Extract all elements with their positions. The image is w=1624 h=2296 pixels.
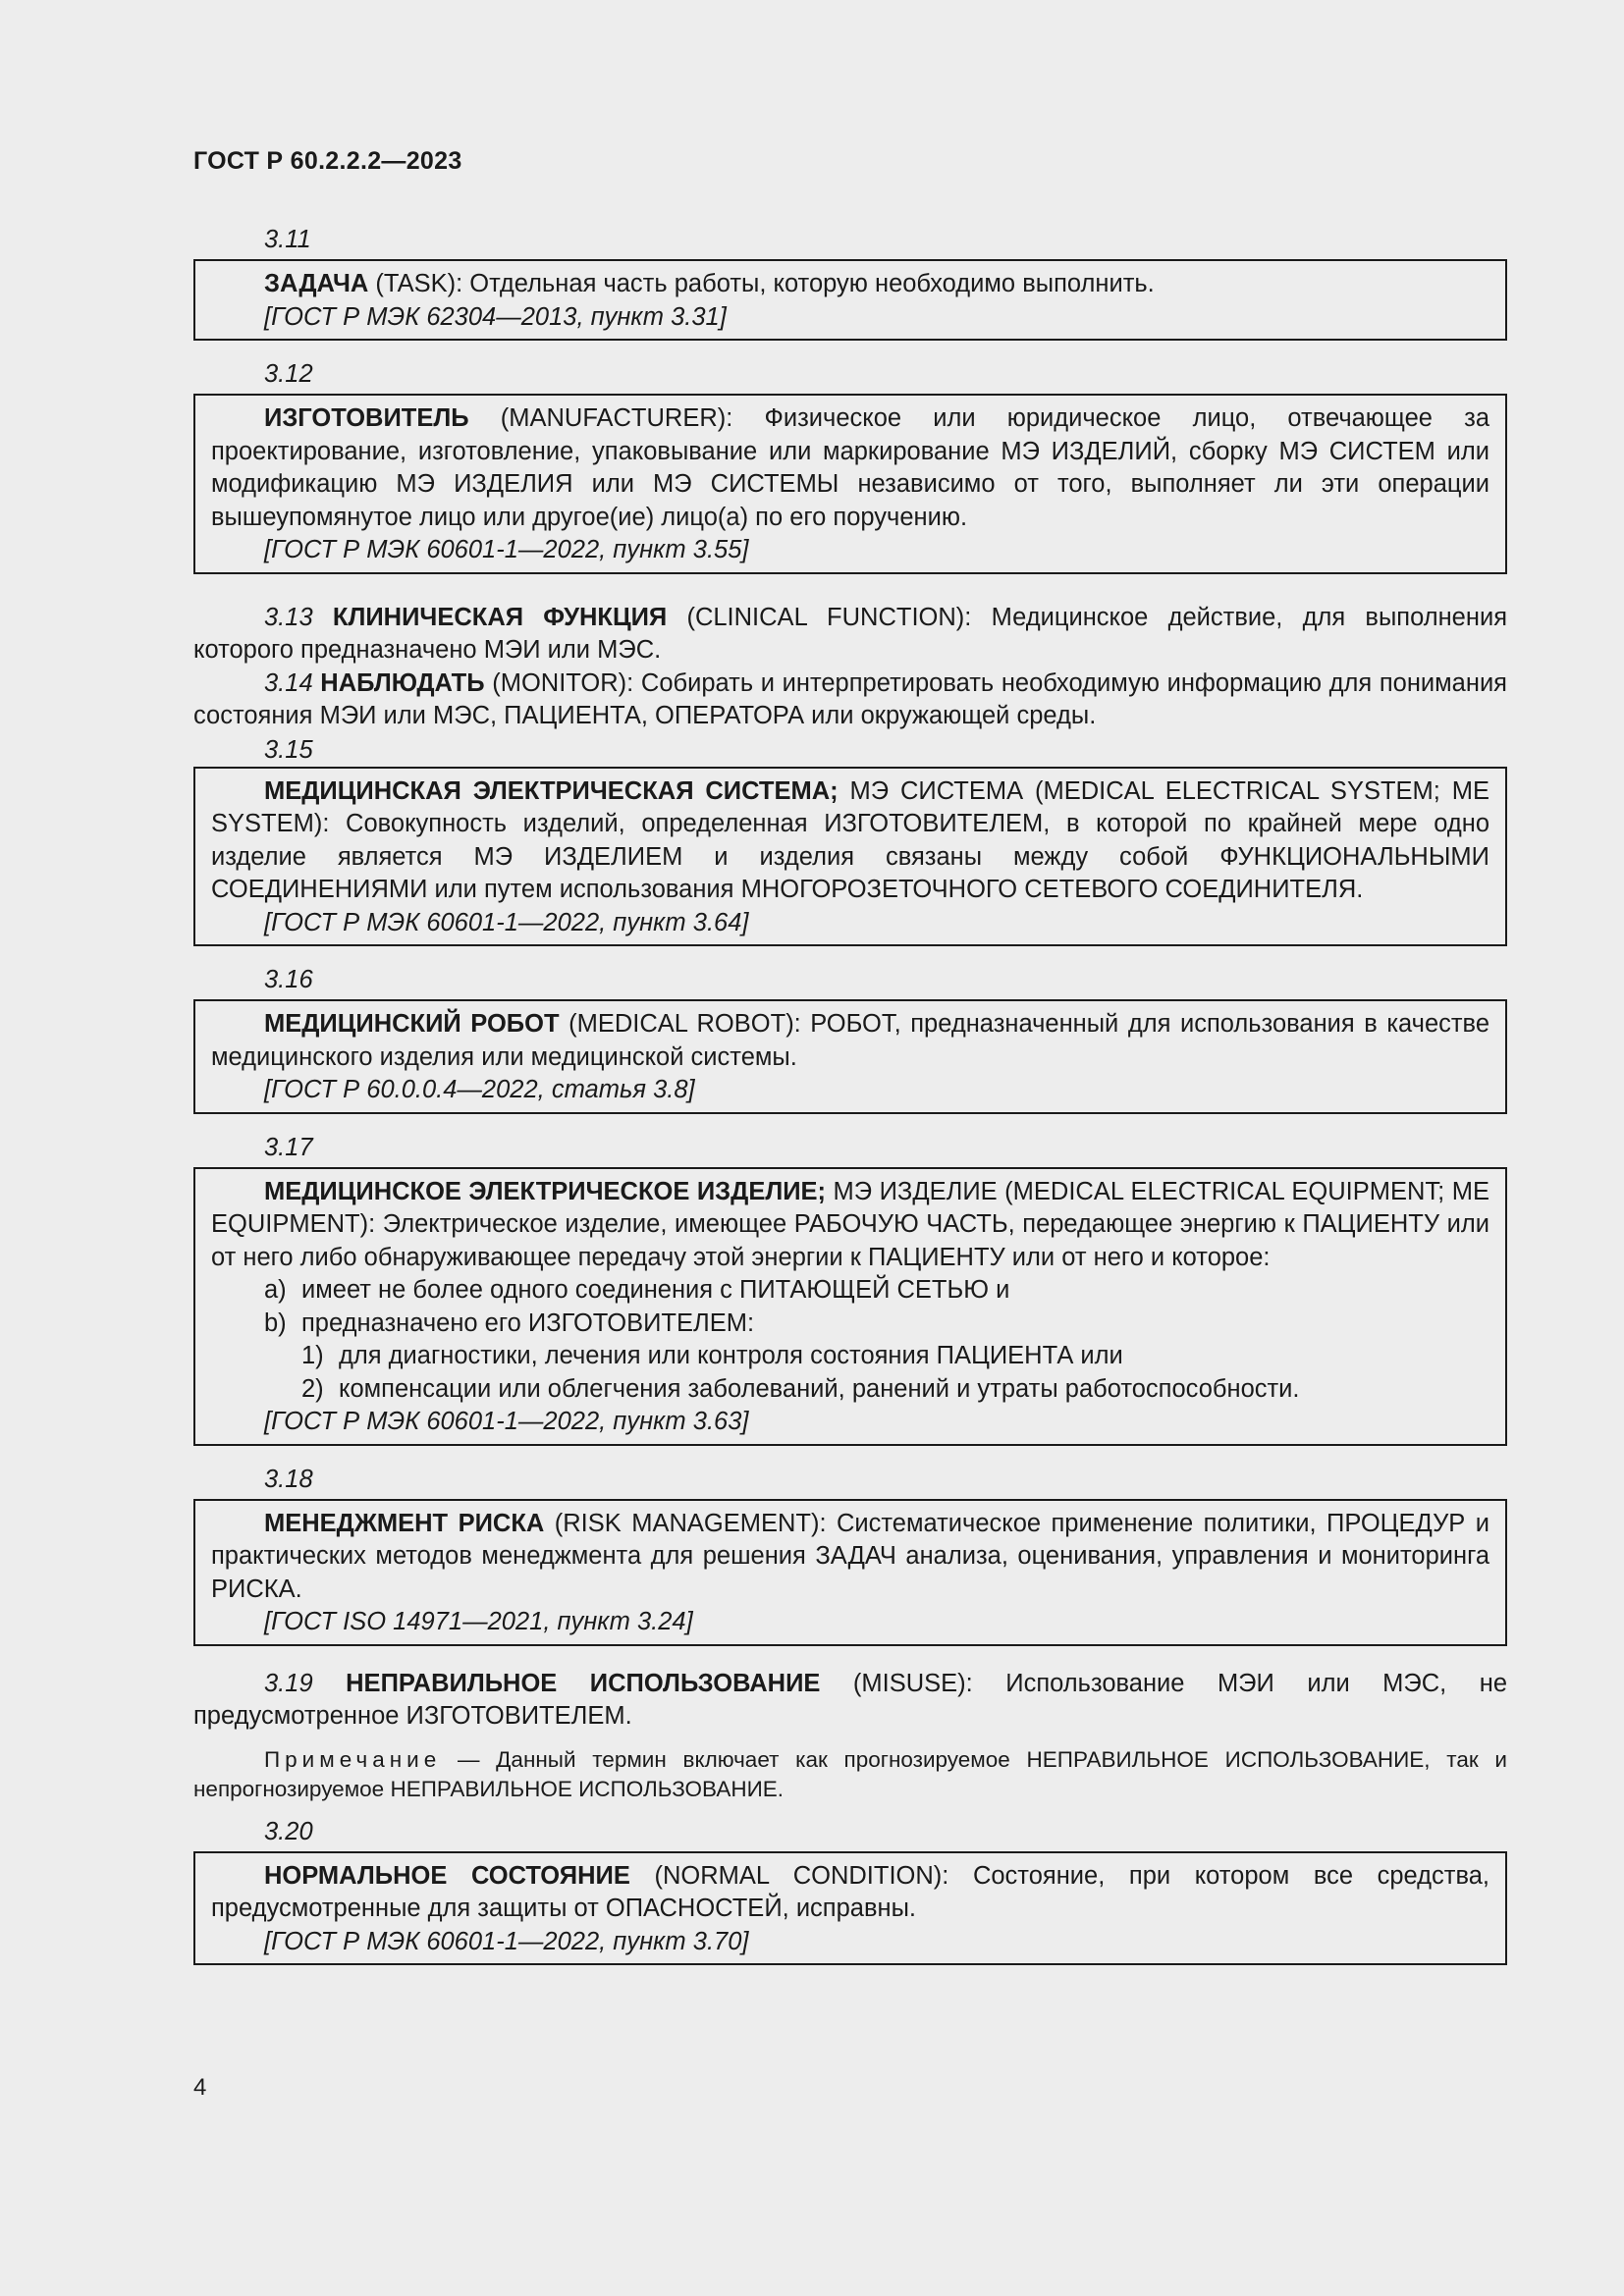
term: МЕДИЦИНСКОЕ ЭЛЕКТРИЧЕСКОЕ ИЗДЕЛИЕ; xyxy=(264,1177,827,1205)
spacer xyxy=(193,588,1507,602)
definition-text xyxy=(211,1176,1489,1275)
term: ЗАДАЧА xyxy=(264,270,369,297)
definition-body: (NORMAL CONDITION): Состояние, при котором все средства, предусмотренные для защиты от ОПАСНОСТЕЙ, исправны. xyxy=(211,1861,1490,1922)
clause-number-3-20: 3.20 xyxy=(264,1817,313,1845)
list-marker: a) xyxy=(264,1276,287,1304)
definition-box-3-17 xyxy=(193,1167,1507,1446)
term: МЕДИЦИНСКИЙ РОБОТ xyxy=(264,1010,560,1038)
term: НОРМАЛЬНОЕ СОСТОЯНИЕ xyxy=(264,1861,630,1890)
list-item-text: имеет не более одного соединения с ПИТАЮЩЕЙ СЕТЬЮ и xyxy=(301,1276,1010,1304)
clause-number-3-17: 3.17 xyxy=(264,1133,313,1161)
term: МЕНЕДЖМЕНТ РИСКА xyxy=(264,1509,545,1537)
clause-number-3-14: 3.14 xyxy=(264,668,313,697)
definition-text xyxy=(211,1508,1489,1607)
clause-number-3-18: 3.18 xyxy=(264,1465,313,1493)
clause-number-3-19: 3.19 xyxy=(264,1669,313,1697)
definition-body: МЭ ИЗДЕЛИЕ (MEDICAL ELECTRICAL EQUIPMENT; ME EQUIPMENT): Электрическое изделие, имеющее РАБОЧУЮ ЧАСТЬ, передающее энергию к ПАЦИЕНТУ или от него либо обнаруживающее передачу этой энергии к ПАЦИЕНТУ или от него и которое: xyxy=(211,1177,1489,1271)
definition-box-3-16 xyxy=(193,999,1507,1114)
definition-body: (MEDICAL ROBOT): РОБОТ, предназначенный для использования в качестве медицинского изделия или медицинской системы. xyxy=(211,1010,1489,1071)
definition-body: (RISK MANAGEMENT): Систематическое применение политики, ПРОЦЕДУР и практических методов менеджмента для решения ЗАДАЧ анализа, оценивания, управления и мониторинга РИСКА. xyxy=(211,1509,1489,1603)
list-item-text: для диагностики, лечения или контроля состояния ПАЦИЕНТА или xyxy=(339,1342,1123,1369)
definition-box-3-11 xyxy=(193,259,1507,341)
sub-list-item xyxy=(211,1373,1489,1407)
definition-text xyxy=(211,268,1489,301)
definition-body: (MISUSE): Использование МЭИ или МЭС, не предусмотренное ИЗГОТОВИТЕЛЕМ. xyxy=(193,1669,1508,1730)
definition-box-3-20 xyxy=(193,1851,1507,1966)
list-marker: 1) xyxy=(301,1342,324,1369)
source-reference: [ГОСТ Р 60.0.0.4—2022, статья 3.8] xyxy=(264,1076,695,1103)
definitions-content xyxy=(193,220,1507,1979)
definition-box-3-12 xyxy=(193,394,1507,574)
definition-text xyxy=(211,775,1489,907)
term: ИЗГОТОВИТЕЛЬ xyxy=(264,404,469,432)
clause-number-3-13: 3.13 xyxy=(264,603,313,631)
term: МЕДИЦИНСКАЯ ЭЛЕКТРИЧЕСКАЯ СИСТЕМА; xyxy=(264,776,839,805)
list-item xyxy=(211,1308,1489,1341)
note-text: — Данный термин включает как прогнозируемое НЕПРАВИЛЬНОЕ ИСПОЛЬЗОВАНИЕ, так и непрогнозируемое НЕПРАВИЛЬНОЕ ИСПОЛЬЗОВАНИЕ. xyxy=(193,1746,1507,1801)
source-reference: [ГОСТ Р МЭК 60601-1—2022, пункт 3.63] xyxy=(264,1408,749,1435)
definition-text xyxy=(211,1008,1489,1074)
list-marker: b) xyxy=(264,1308,287,1337)
term: НЕПРАВИЛЬНОЕ ИСПОЛЬЗОВАНИЕ xyxy=(346,1669,821,1697)
definition-box-3-15 xyxy=(193,767,1507,947)
definition-paragraph-3-19 xyxy=(193,1668,1507,1734)
definition-text xyxy=(211,1860,1489,1926)
clause-number-3-11: 3.11 xyxy=(264,226,311,253)
clause-number-3-15: 3.15 xyxy=(264,735,313,764)
clause-number-3-16: 3.16 xyxy=(264,966,313,993)
list-marker: 2) xyxy=(301,1374,324,1403)
note-paragraph xyxy=(193,1745,1507,1804)
definition-box-3-18 xyxy=(193,1499,1507,1646)
source-reference: [ГОСТ Р МЭК 60601-1—2022, пункт 3.70] xyxy=(264,1927,749,1955)
list-item xyxy=(211,1274,1489,1308)
list-item-text: компенсации или облегчения заболеваний, ранений и утраты работоспособности. xyxy=(339,1374,1300,1403)
source-reference: [ГОСТ Р МЭК 60601-1—2022, пункт 3.64] xyxy=(264,908,749,936)
definition-paragraph-3-14 xyxy=(193,667,1507,733)
list-item-text: предназначено его ИЗГОТОВИТЕЛЕМ: xyxy=(301,1308,755,1337)
note-label: Примечание xyxy=(264,1746,442,1772)
page-number: 4 xyxy=(193,2074,207,2101)
document-header: ГОСТ Р 60.2.2.2—2023 xyxy=(193,147,462,175)
definition-body: (TASK): Отдельная часть работы, которую необходимо выполнить. xyxy=(368,270,1155,297)
source-reference: [ГОСТ Р МЭК 62304—2013, пункт 3.31] xyxy=(264,302,727,331)
definition-paragraph-3-13 xyxy=(193,602,1507,667)
source-reference: [ГОСТ Р МЭК 60601-1—2022, пункт 3.55] xyxy=(264,536,749,563)
spacer xyxy=(193,1660,1507,1668)
term: КЛИНИЧЕСКАЯ ФУНКЦИЯ xyxy=(332,603,668,631)
definition-body: (CLINICAL FUNCTION): Медицинское действие, для выполнения которого предназначено МЭИ или МЭС. xyxy=(193,603,1508,664)
definition-text xyxy=(211,402,1489,534)
definition-body: МЭ СИСТЕМА (MEDICAL ELECTRICAL SYSTEM; ME SYSTEM): Совокупность изделий, определенная ИЗГОТОВИТЕЛЕМ, в которой по крайней мере одно изделие является МЭ ИЗДЕЛИЕМ и изделия связаны между собой ФУНКЦИОНАЛЬНЫМИ СОЕДИНЕНИЯМИ или путем использования МНОГОРОЗЕТОЧНОГО СЕТЕВОГО СОЕДИНИТЕЛЯ. xyxy=(211,776,1489,903)
term: НАБЛЮДАТЬ xyxy=(320,668,485,697)
clause-number-3-12: 3.12 xyxy=(264,360,313,388)
definition-body: (MANUFACTURER): Физическое или юридическое лицо, отвечающее за проектирование, изготовление, упаковывание или маркирование МЭ ИЗДЕЛИЙ, сборку МЭ СИСТЕМ или модификацию МЭ ИЗДЕЛИЯ или МЭ СИСТЕМЫ независимо от того, выполняет ли эти операции вышеупомянутое лицо или другое(ие) лицо(а) по его поручению. xyxy=(211,404,1489,531)
source-reference: [ГОСТ ISO 14971—2021, пункт 3.24] xyxy=(264,1608,693,1635)
sub-list-item xyxy=(211,1340,1489,1373)
definition-body: (MONITOR): Собирать и интерпретировать необходимую информацию для понимания состояния МЭИ или МЭС, ПАЦИЕНТА, ОПЕРАТОРА или окружающей среды. xyxy=(193,668,1507,729)
